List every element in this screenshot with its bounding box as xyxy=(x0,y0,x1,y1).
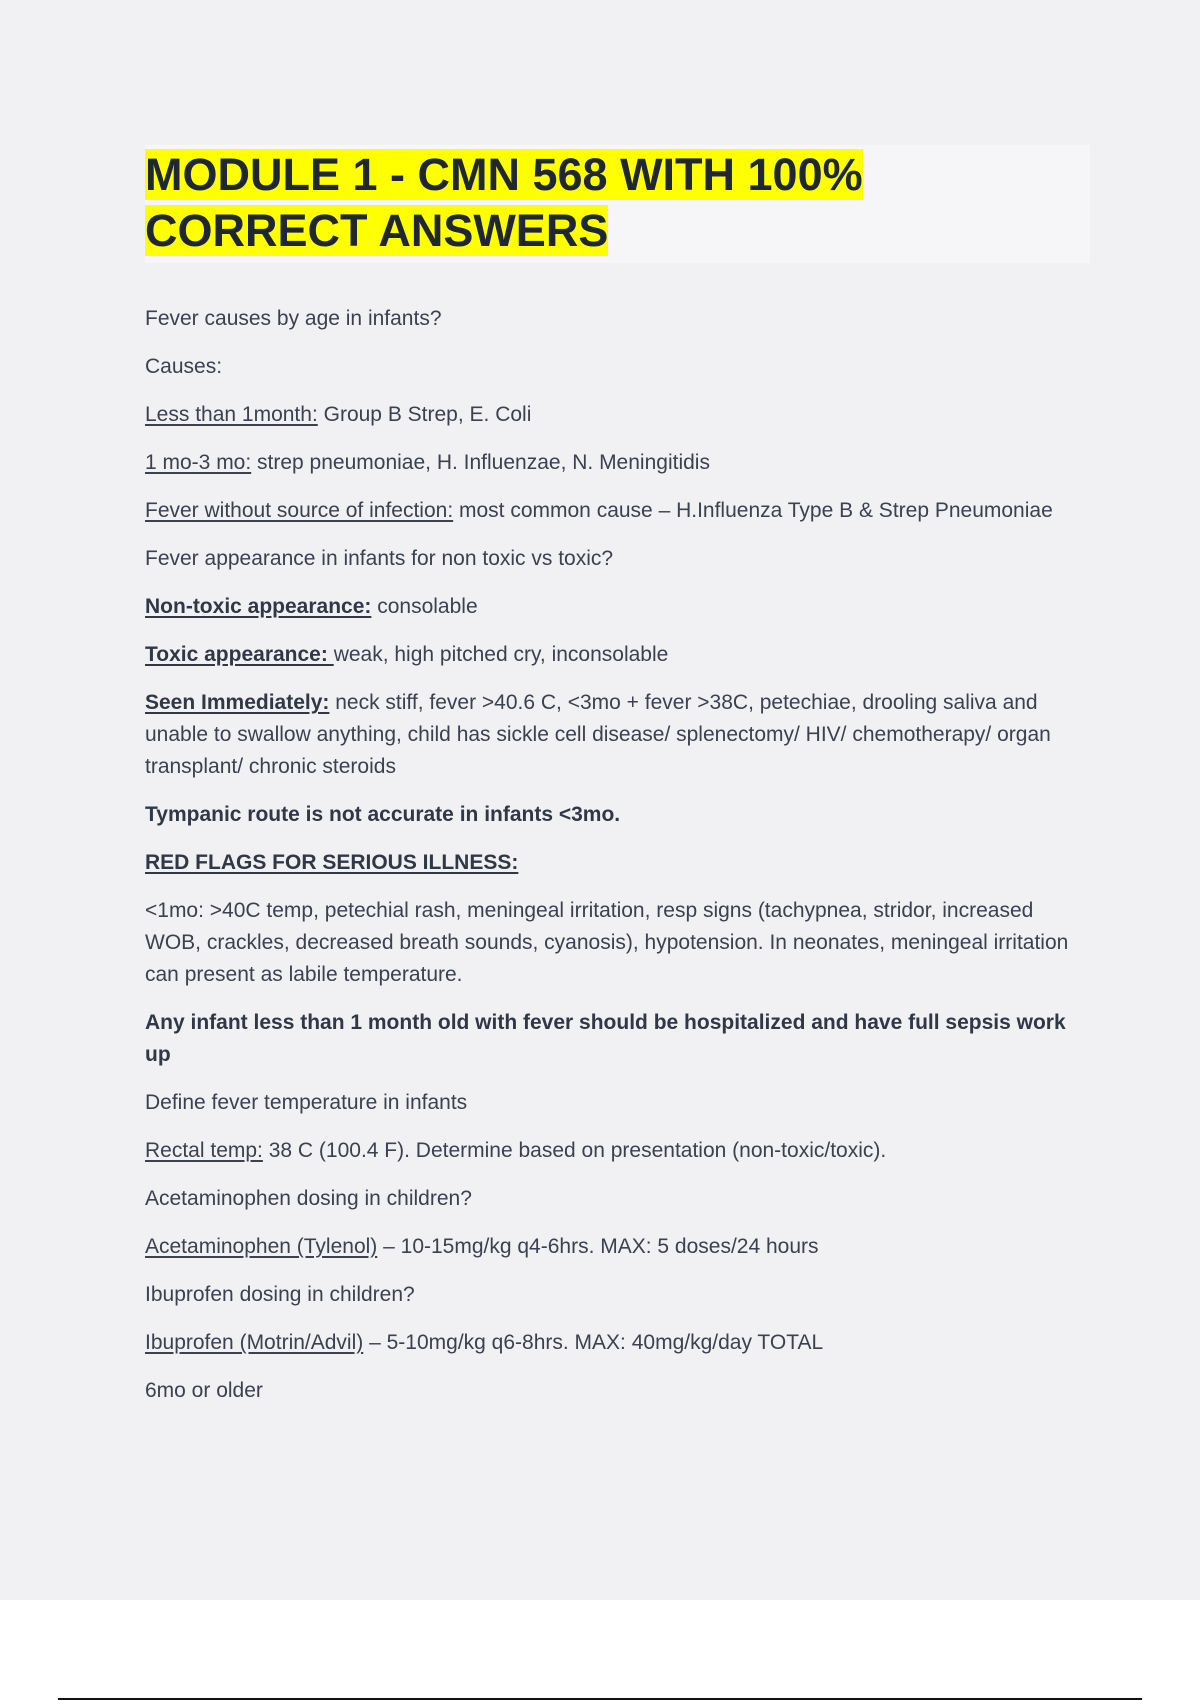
question-ibuprofen: Ibuprofen dosing in children? xyxy=(145,1283,415,1306)
drug-text: – 5-10mg/kg q6-8hrs. MAX: 40mg/kg/day TOTAL xyxy=(363,1331,824,1354)
ibuprofen-dosing xyxy=(145,1327,1090,1359)
drug-label: Ibuprofen (Motrin/Advil) xyxy=(145,1331,364,1354)
red-flags-text: <1mo: >40C temp, petechial rash, meningeal irritation, resp signs (tachypnea, stridor, increased WOB, crackles, decreased breath sounds, cyanosis), hypotension. In neonates, meningeal irritation can present as labile temperature. xyxy=(145,899,1069,986)
appearance-label: Non-toxic appearance: xyxy=(145,595,372,618)
seen-immediately xyxy=(145,687,1090,783)
rectal-text: 38 C (100.4 F). Determine based on presentation (non-toxic/toxic). xyxy=(262,1139,887,1162)
appearance-text: weak, high pitched cry, inconsolable xyxy=(333,643,669,666)
ibuprofen-age: 6mo or older xyxy=(145,1379,263,1402)
cause-label: 1 mo-3 mo: xyxy=(145,451,252,474)
document-body xyxy=(145,145,1090,1423)
title-line-1: MODULE 1 - CMN 568 WITH 100% xyxy=(145,149,863,200)
cause-text: most common cause – H.Influenza Type B & Strep Pneumoniae xyxy=(453,499,1053,522)
causes-heading: Causes: xyxy=(145,355,223,378)
drug-text: – 10-15mg/kg q4-6hrs. MAX: 5 doses/24 hours xyxy=(377,1235,819,1258)
rectal-temp xyxy=(145,1135,1090,1167)
question-fever-causes: Fever causes by age in infants? xyxy=(145,307,442,330)
red-flags-heading: RED FLAGS FOR SERIOUS ILLNESS: xyxy=(145,851,519,874)
sepsis-note: Any infant less than 1 month old with fever should be hospitalized and have full sepsis work up xyxy=(145,1011,1066,1066)
cause-text: Group B Strep, E. Coli xyxy=(317,403,532,426)
toxic-appearance xyxy=(145,639,1090,671)
non-toxic-appearance xyxy=(145,591,1090,623)
seen-text: neck stiff, fever >40.6 C, <3mo + fever >38C, petechiae, drooling saliva and unable to swallow anything, child has sickle cell disease/ splenectomy/ HIV/ chemotherapy/ organ transplant/ chronic steroids xyxy=(145,691,1051,778)
question-acetaminophen: Acetaminophen dosing in children? xyxy=(145,1187,472,1210)
rectal-label: Rectal temp: xyxy=(145,1139,263,1162)
seen-label: Seen Immediately: xyxy=(145,691,330,714)
question-fever-appearance: Fever appearance in infants for non toxic vs toxic? xyxy=(145,547,614,570)
title-block xyxy=(145,145,1090,263)
acetaminophen-dosing xyxy=(145,1231,1090,1263)
drug-label: Acetaminophen (Tylenol) xyxy=(145,1235,378,1258)
cause-text: strep pneumoniae, H. Influenzae, N. Meningitidis xyxy=(251,451,710,474)
cause-label: Fever without source of infection: xyxy=(145,499,454,522)
cause-less-than-1-month xyxy=(145,399,1090,431)
cause-fever-without-source xyxy=(145,495,1090,527)
tympanic-note: Tympanic route is not accurate in infants <3mo. xyxy=(145,803,621,826)
document-title xyxy=(145,147,1090,259)
cause-1-to-3-months xyxy=(145,447,1090,479)
appearance-text: consolable xyxy=(371,595,478,618)
title-line-2: CORRECT ANSWERS xyxy=(145,205,609,256)
appearance-label: Toxic appearance: xyxy=(145,643,334,666)
cause-label: Less than 1month: xyxy=(145,403,318,426)
question-define-fever: Define fever temperature in infants xyxy=(145,1091,468,1114)
